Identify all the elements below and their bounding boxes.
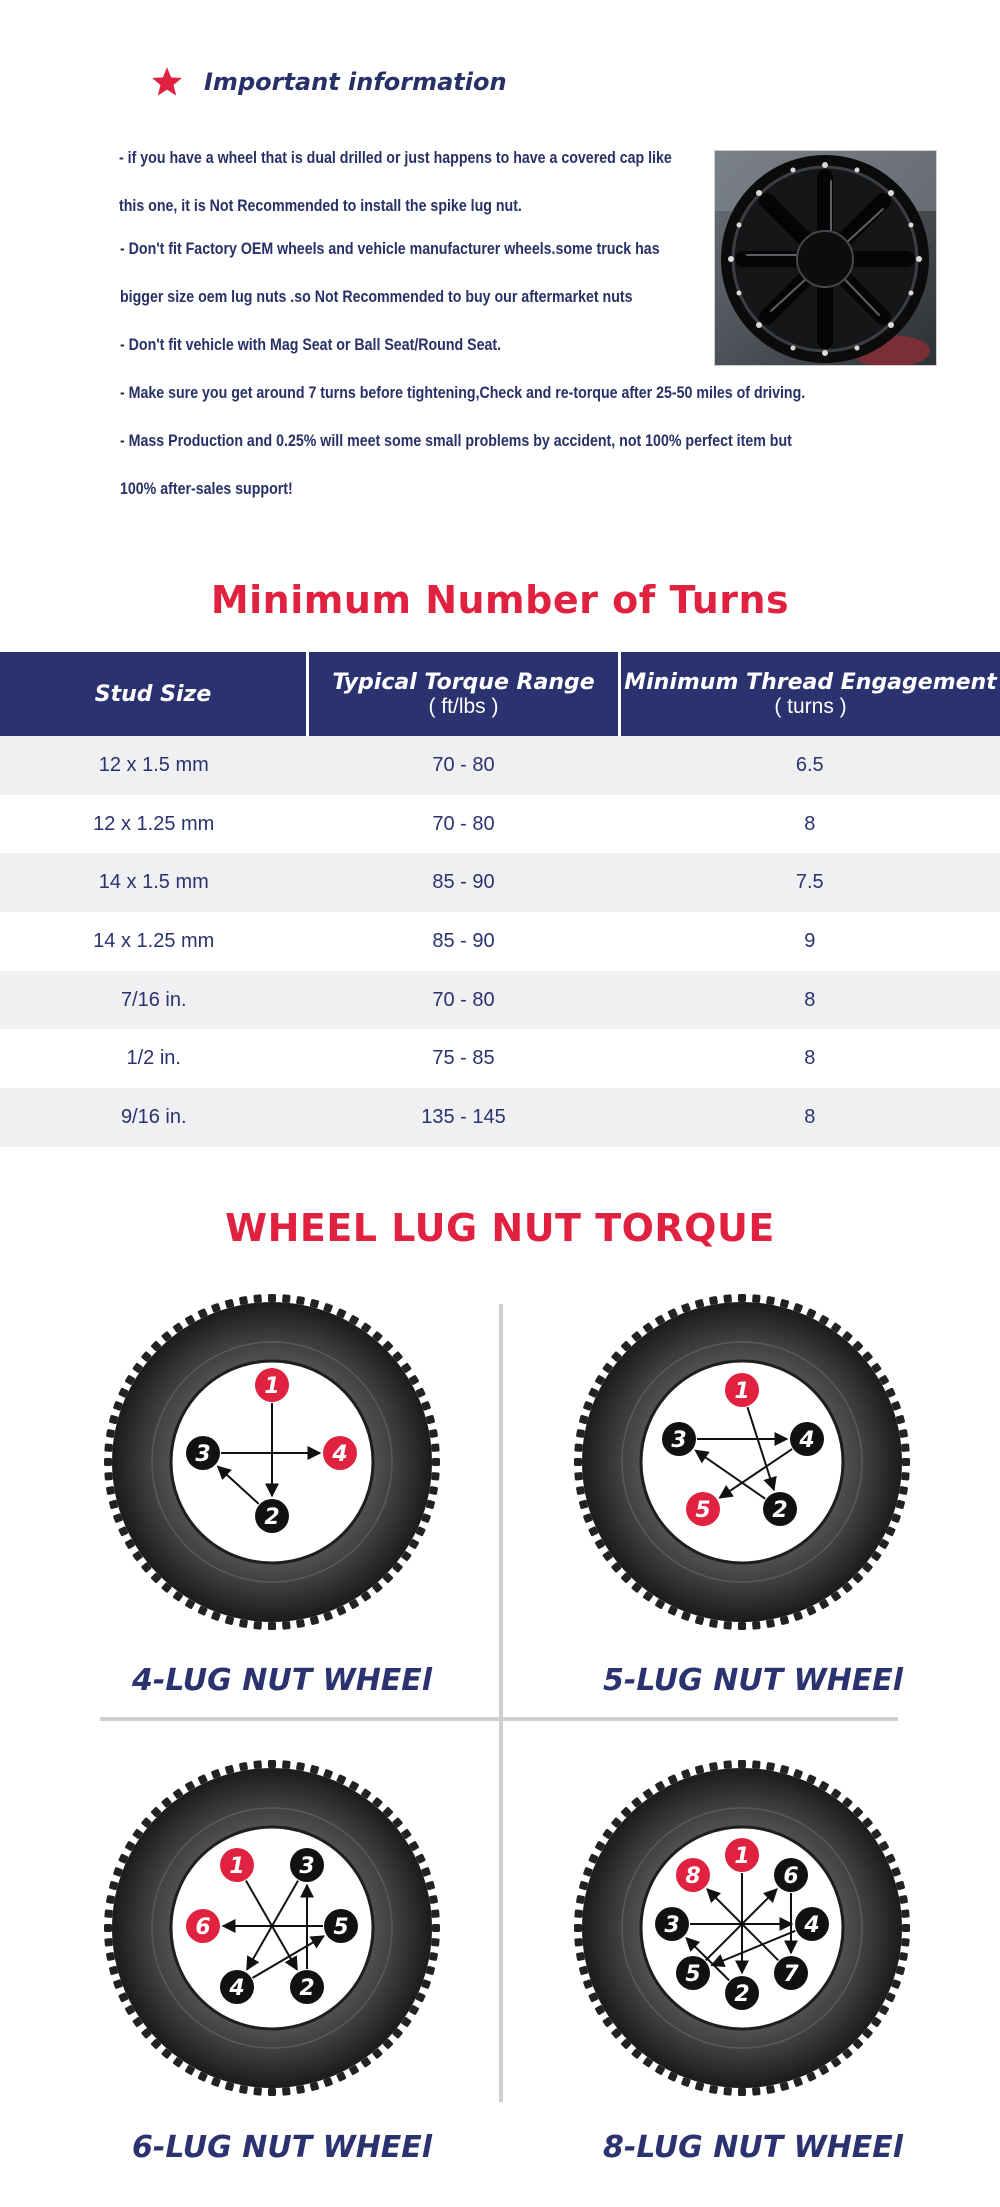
lug-nut-marker bbox=[676, 1858, 710, 1892]
svg-text:4: 4 bbox=[804, 1913, 820, 1938]
svg-text:1: 1 bbox=[734, 1844, 750, 1869]
svg-text:5: 5 bbox=[685, 1962, 701, 1987]
stud-size-cell: 1/2 in. bbox=[126, 1047, 181, 1070]
note-line: bigger size oem lug nuts .so Not Recommended to buy our aftermarket nuts bbox=[120, 288, 633, 306]
note-line: - Mass Production and 0.25% will meet some small problems by accident, not 100% perfect item but bbox=[120, 432, 792, 450]
svg-text:4: 4 bbox=[799, 1428, 815, 1453]
torque-range-cell: 70 - 80 bbox=[308, 736, 620, 795]
turns-section-title: Minimum Number of Turns bbox=[210, 578, 790, 622]
lug-nut-marker bbox=[324, 1909, 358, 1943]
torque-range-cell: 70 - 80 bbox=[432, 812, 495, 835]
column-header-stud-size: Stud Size bbox=[0, 652, 308, 736]
grid-divider-vertical bbox=[499, 1304, 503, 2102]
lug-nut-marker bbox=[725, 1838, 759, 1872]
thread-engagement-cell: 7.5 bbox=[620, 853, 1000, 912]
svg-text:5: 5 bbox=[333, 1915, 349, 1940]
lug-nut-marker bbox=[686, 1492, 720, 1526]
note-line: - if you have a wheel that is dual drilled or just happens to have a covered cap like bbox=[119, 149, 672, 167]
lug-nut-marker bbox=[255, 1368, 289, 1402]
stud-size-cell: 7/16 in. bbox=[0, 971, 308, 1030]
stud-size-cell: 9/16 in. bbox=[0, 1088, 308, 1147]
lug-nut-marker bbox=[795, 1907, 829, 1941]
lug-nut-marker bbox=[763, 1492, 797, 1526]
svg-text:4: 4 bbox=[229, 1976, 245, 2001]
lug-nut-marker bbox=[290, 1848, 324, 1882]
table-row bbox=[0, 795, 1000, 854]
lug-nut-marker bbox=[774, 1956, 808, 1990]
lug-nut-marker bbox=[186, 1909, 220, 1943]
wheel-label-8-lug: 8-LUG NUT WHEEl bbox=[603, 2130, 904, 2165]
thread-engagement-cell: 8 bbox=[620, 1088, 1000, 1147]
wheel-photo bbox=[714, 150, 937, 366]
lug-nut-marker bbox=[662, 1422, 696, 1456]
column-header-torque-range: Typical Torque Range ( ft/lbs ) bbox=[308, 652, 620, 736]
svg-text:3: 3 bbox=[195, 1442, 211, 1467]
thread-engagement-cell: 8 bbox=[804, 812, 816, 835]
wheel-label-5-lug: 5-LUG NUT WHEEl bbox=[603, 1663, 904, 1698]
note-line: 100% after-sales support! bbox=[120, 480, 293, 498]
tire-diagram-5-lug bbox=[570, 1290, 914, 1634]
lug-nut-marker bbox=[725, 1976, 759, 2010]
lug-nut-marker bbox=[186, 1436, 220, 1470]
lug-nut-marker bbox=[323, 1436, 357, 1470]
svg-text:2: 2 bbox=[299, 1976, 315, 2001]
svg-text:2: 2 bbox=[772, 1498, 788, 1523]
grid-divider-horizontal bbox=[100, 1717, 898, 1721]
svg-text:6: 6 bbox=[783, 1864, 799, 1889]
note-line: - Don't fit Factory OEM wheels and vehicle manufacturer wheels.some truck has bbox=[120, 240, 660, 258]
svg-text:1: 1 bbox=[734, 1379, 750, 1404]
svg-text:2: 2 bbox=[264, 1505, 280, 1530]
thread-engagement-cell: 9 bbox=[804, 929, 816, 952]
stud-size-cell: 12 x 1.5 mm bbox=[0, 736, 308, 795]
thread-engagement-cell: 8 bbox=[804, 1047, 816, 1070]
lug-nut-marker bbox=[655, 1907, 689, 1941]
svg-text:3: 3 bbox=[664, 1913, 680, 1938]
tire-diagram-6-lug bbox=[100, 1756, 444, 2100]
torque-table bbox=[0, 652, 1000, 1147]
table-row bbox=[0, 853, 1000, 912]
torque-range-cell: 85 - 90 bbox=[308, 853, 620, 912]
stud-size-cell: 14 x 1.5 mm bbox=[0, 853, 308, 912]
table-row bbox=[0, 736, 1000, 795]
info-title: Important information bbox=[204, 68, 507, 96]
lug-nut-marker bbox=[676, 1956, 710, 1990]
thread-engagement-cell: 8 bbox=[620, 971, 1000, 1030]
table-row bbox=[0, 912, 1000, 971]
lug-nut-marker bbox=[774, 1858, 808, 1892]
table-row bbox=[0, 971, 1000, 1030]
stud-size-cell: 12 x 1.25 mm bbox=[93, 812, 215, 835]
torque-range-cell: 135 - 145 bbox=[308, 1088, 620, 1147]
lug-nut-marker bbox=[255, 1499, 289, 1533]
note-line: - Make sure you get around 7 turns before tightening,Check and re-torque after 25-50 miles of driving. bbox=[120, 384, 806, 402]
svg-text:8: 8 bbox=[685, 1864, 701, 1889]
lug-nut-marker bbox=[725, 1373, 759, 1407]
lug-nut-marker bbox=[220, 1848, 254, 1882]
tire-diagram-8-lug bbox=[570, 1756, 914, 2100]
svg-text:2: 2 bbox=[734, 1982, 750, 2007]
svg-text:4: 4 bbox=[332, 1442, 348, 1467]
lug-nut-marker bbox=[290, 1970, 324, 2004]
svg-text:6: 6 bbox=[195, 1915, 211, 1940]
note-line: this one, it is Not Recommended to install the spike lug nut. bbox=[119, 197, 522, 215]
torque-range-cell: 75 - 85 bbox=[432, 1047, 495, 1070]
svg-text:5: 5 bbox=[695, 1498, 711, 1523]
note-line: - Don't fit vehicle with Mag Seat or Ball Seat/Round Seat. bbox=[120, 336, 502, 354]
svg-text:3: 3 bbox=[299, 1854, 315, 1879]
svg-text:1: 1 bbox=[264, 1374, 280, 1399]
torque-range-cell: 70 - 80 bbox=[308, 971, 620, 1030]
table-row bbox=[0, 1029, 1000, 1088]
wheel-label-4-lug: 4-LUG NUT WHEEl bbox=[132, 1663, 433, 1698]
wheel-label-6-lug: 6-LUG NUT WHEEl bbox=[132, 2130, 433, 2165]
star-icon bbox=[150, 65, 184, 99]
svg-text:3: 3 bbox=[671, 1428, 687, 1453]
table-row bbox=[0, 1088, 1000, 1147]
info-heading bbox=[150, 60, 507, 104]
column-header-thread-engagement: Minimum Thread Engagement ( turns ) bbox=[620, 652, 1000, 736]
torque-range-cell: 85 - 90 bbox=[432, 929, 495, 952]
lug-nut-marker bbox=[220, 1970, 254, 2004]
torque-section-title: WHEEL LUG NUT TORQUE bbox=[225, 1206, 775, 1250]
svg-text:7: 7 bbox=[783, 1962, 799, 1987]
thread-engagement-cell: 6.5 bbox=[620, 736, 1000, 795]
stud-size-cell: 14 x 1.25 mm bbox=[93, 929, 215, 952]
svg-text:1: 1 bbox=[229, 1854, 245, 1879]
tire-diagram-4-lug bbox=[100, 1290, 444, 1634]
lug-nut-marker bbox=[790, 1422, 824, 1456]
